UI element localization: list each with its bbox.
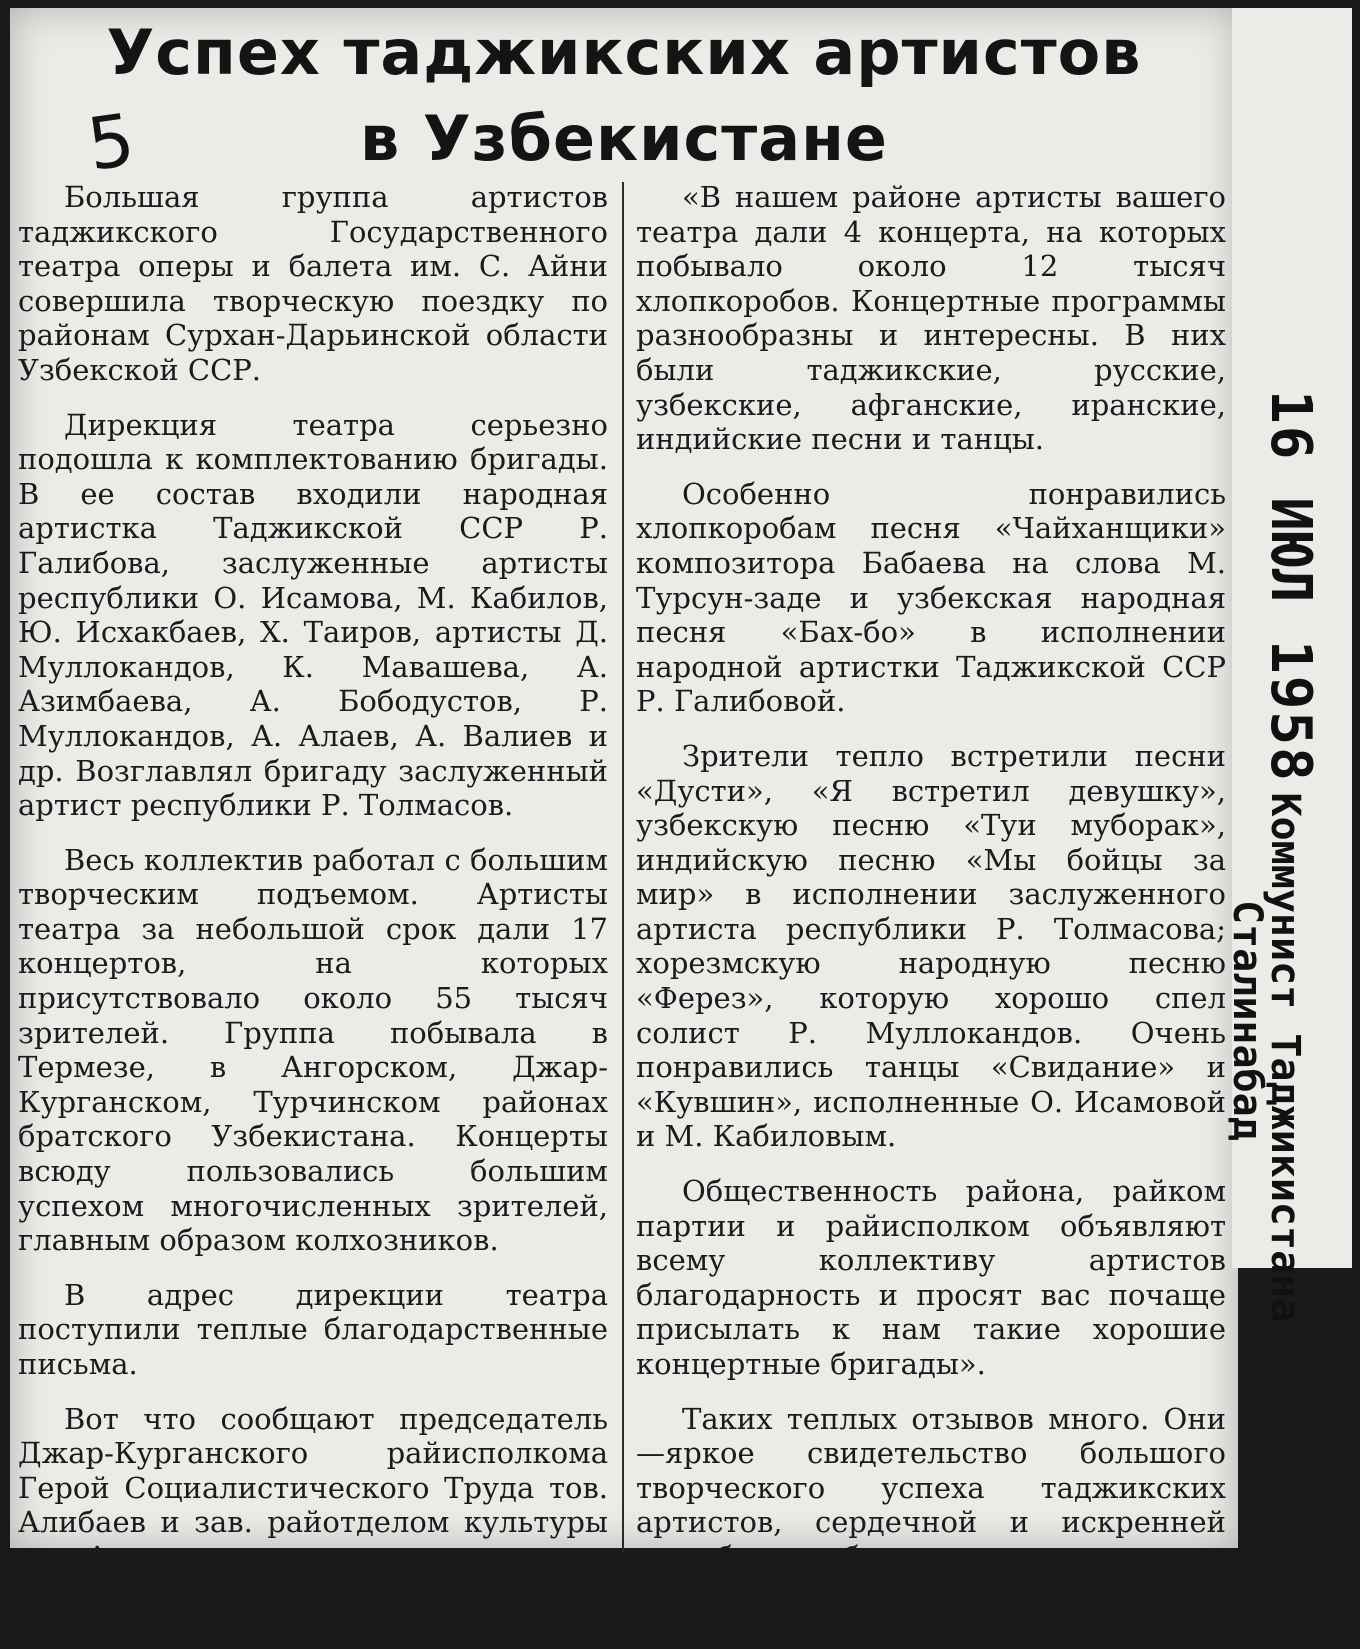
headline-line-2: в Узбекистане <box>360 102 888 175</box>
paragraph: Зрители тепло встретили песни «Дусти», «Я встретил девушку», узбекскую песню «Туи муборак», индийскую песню «Мы бойцы за мир» в исполнении заслуженного артиста республики Р. Толмасова; хорезмскую народную песню «Ферез», которую хорошо спел солист Р. Муллокандов. Очень понравились танцы «Свидание» и «Кувшин», исполненные О. Исамовой и М. Кабиловым. <box>636 738 1226 1154</box>
paragraph: Весь коллектив работал с большим творческим подъемом. Артисты театра за небольшой срок дали 17 концертов, на которых присутствовало около 55 тысяч зрителей. Группа побывала в Термезе, в Ангорском, Джар-Курганском, Турчинском районах братского Узбекистана. Концерты всюду пользовались большим успехом многочисленных зрителей, главным образом колхозников. <box>18 842 608 1258</box>
right-column <box>636 180 1226 1649</box>
paragraph: «В нашем районе артисты вашего театра дали 4 концерта, на которых побывало около 12 тысяч хлопкоробов. Концертные программы разнообразны и интересны. В них были таджикские, русские, узбекские, афганские, иранские, индийские песни и танцы. <box>636 180 1226 457</box>
stamp-newspaper: Коммунист Таджикистана <box>1262 792 1308 1323</box>
column-divider <box>622 182 624 1552</box>
paragraph: Особенно понравились хлопкоробам песня «Чайханщики» композитора Бабаева на слова М. Турсун-заде и узбекская народная песня «Бах-бо» в исполнении народной артистки Таджикской ССР Р. Галибовой. <box>636 476 1226 719</box>
paragraph: Таких теплых отзывов много. Они—яркое свидетельство большого творческого успеха таджикских артистов, сердечной и искренней дружбы двух братских народов. <box>636 1401 1226 1574</box>
paragraph: Дирекция театра серьезно подошла к комплектованию бригады. В ее состав входили народная артистка Таджикской ССР Р. Галибова, заслуженные артисты республики О. Исамова, М. Кабилов, Ю. Исхакбаев, Х. Таиров, артисты Д. Муллокандов, К. Мавашева, А. Азимбаева, А. Бободустов, Р. Муллокандов, А. Алаев, А. Валиев и др. Возглавлял бригаду заслуженный артист республики Р. Толмасов. <box>18 407 608 823</box>
paragraph: Большая группа артистов таджикского Государственного театра оперы и балета им. С. Айни совершила творческую поездку по районам Сурхан-Дарьинской области Узбекской ССР. <box>18 180 608 387</box>
headline <box>10 10 1238 182</box>
left-column <box>18 180 608 1595</box>
headline-line-1: Успех таджикских артистов <box>106 16 1142 89</box>
handwritten-number: 5 <box>82 97 140 187</box>
paragraph: Вот что сообщают председатель Джар-Курганского райисполкома Герой Социалистического Труда тов. Алибаев и зав. райотделом культуры тов. Ашуров: <box>18 1401 608 1574</box>
archive-stamp <box>1258 390 1323 1322</box>
author-signature: И. НИВИН. <box>1000 1594 1176 1629</box>
paragraph: Общественность района, райком партии и райисполком объявляют всему коллективу артистов благодарность и просят вас почаще присылать к нам такие хорошие концертные бригады». <box>636 1174 1226 1381</box>
stamp-city: Сталинабад <box>1224 900 1270 1141</box>
paragraph: В адрес дирекции театра поступили теплые благодарственные письма. <box>18 1277 608 1381</box>
stamp-date: 16 ИЮЛ 1958 <box>1258 390 1323 783</box>
